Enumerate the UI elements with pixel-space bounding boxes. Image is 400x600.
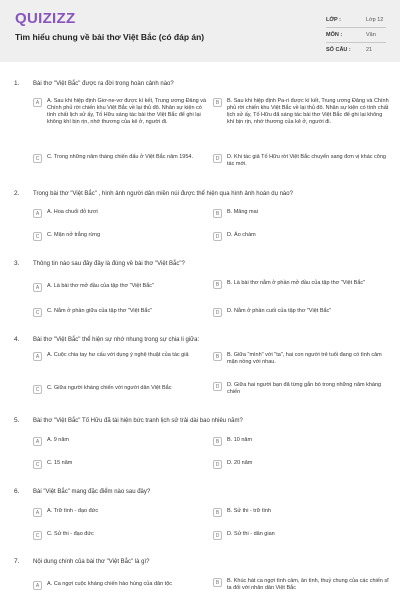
quizizz-logo: QUIZIZZ [15,10,76,27]
question-text: Bài thơ "Việt Bắc" Tố Hữu đã tái hiện bức tranh lịch sử trải dài bao nhiêu năm? [33,418,243,424]
option-text: B. Sử thi - trữ tình [227,508,272,514]
option-a[interactable] [33,283,211,292]
question-number: 2. [14,190,20,197]
option-text: B. 10 năm [227,437,253,443]
option-letter-badge: D [213,382,222,391]
question-text: Trong bài thơ "Việt Bắc" , hình ảnh người dân miền núi được thể hiện qua hình ảnh hoán dụ nào? [33,191,293,197]
meta-count-value: 21 [366,47,373,53]
question-number: 5. [14,417,20,424]
question-text: Bài thơ "Việt Bắc" được ra đời trong hoàn cảnh nào? [33,81,174,87]
option-letter-badge: B [213,578,222,587]
option-letter-badge: A [33,508,42,517]
option-letter-badge: B [213,352,222,361]
option-b[interactable] [213,508,391,517]
question-number: 3. [14,260,20,267]
option-a[interactable] [33,352,211,361]
question-number: 4. [14,336,20,343]
option-d[interactable] [213,308,391,317]
meta-divider [326,42,386,43]
meta-subject-label: MÔN : [326,32,343,38]
option-text: C. Nằm ở phần giữa của tập thơ "Việt Bắc" [47,308,153,314]
option-d[interactable] [213,232,391,241]
option-text: B. Măng mai [227,209,258,215]
option-letter-badge: A [33,209,42,218]
option-letter-badge: C [33,385,42,394]
option-text: C. Mận nở trắng rừng [47,232,101,238]
option-b[interactable] [213,280,391,289]
option-letter-badge: C [33,154,42,163]
option-d[interactable] [213,154,391,168]
option-letter-badge: C [33,232,42,241]
option-text: A. Cuộc chia tay hư cấu với dụng ý nghệ thuật của tác giả [47,352,189,358]
option-text: D. Giữa hai người bạn đã từng gắn bó trong những năm kháng chiến [227,382,382,395]
option-letter-badge: B [213,98,222,107]
option-letter-badge: B [213,437,222,446]
option-text: A. 9 năm [47,437,70,443]
option-b[interactable] [213,98,391,126]
meta-grade-value: Lớp 12 [366,17,384,23]
option-c[interactable] [33,308,211,317]
option-text: A. Trữ tình - đạo đức [47,508,99,514]
option-text: B. Sau khi hiệp định Pa-ri được kí kết, Trung ương Đảng và Chính phủ rời chiến khu Việt Bắc về lại thủ đô. Nhân sự kiện có tính chất lịch sử ấy, Tố Hữu đã sáng tác bài thơ Việt Bắc để ghi lại không khí bịn rịn, nhớ thương của kẻ ở, người đi. [227,98,389,125]
option-letter-badge: B [213,280,222,289]
option-letter-badge: B [213,209,222,218]
option-text: B. Khúc hát ca ngợi tình cảm, ân tình, thuỷ chung của các chiến sĩ ta đối với nhân dân Việt Bắc [227,578,389,591]
meta-grade-label: LỚP : [326,17,341,23]
option-letter-badge: C [33,531,42,540]
question-text: Nội dung chính của bài thơ "Việt Bắc" là gì? [33,559,150,565]
option-c[interactable] [33,385,211,394]
option-letter-badge: C [33,308,42,317]
option-text: D. Áo chàm [227,232,256,238]
worksheet-header [0,0,400,62]
option-text: A. Hoa chuối đỏ tươi [47,209,98,215]
option-text: C. 15 năm [47,460,73,466]
option-d[interactable] [213,382,391,396]
option-a[interactable] [33,98,211,126]
option-letter-badge: C [33,460,42,469]
question-text: Bài "Việt Bắc" mang đặc điểm nào sau đây? [33,489,151,495]
option-a[interactable] [33,508,211,517]
option-text: D. Sử thi - dân gian [227,531,275,537]
question-number: 7. [14,558,20,565]
question-text: Thông tin nào sau đây đây là đúng về bài thơ "Việt Bắc"? [33,261,185,267]
question-number: 6. [14,488,20,495]
option-text: A. Là bài thơ mở đầu của tập thơ "Việt Bắc" [47,283,154,289]
question-text: Bài thơ "Việt Bắc" thể hiện sự nhớ nhung trong sự chia li giữa: [33,337,200,343]
option-b[interactable] [213,437,391,446]
option-letter-badge: D [213,232,222,241]
option-d[interactable] [213,531,391,540]
option-text: B. Là bài thơ nằm ở phần mở đầu của tập thơ "Việt Bắc" [227,280,366,286]
meta-divider [326,27,386,28]
option-a[interactable] [33,581,211,590]
option-text: A. Sau khi hiệp định Giơ-ne-vơ được kí kết, Trung ương Đảng và Chính phủ rời chiến khu Việt Bắc về lại thủ đô. Nhân sự kiện có tính chất lịch sử ấy, Tố Hữu sáng tác bài thơ Việt Bắc để ghi lại không khí bịn rịn, nhớ thương của kẻ ở, người đi. [47,98,207,125]
option-b[interactable] [213,578,391,592]
option-c[interactable] [33,232,211,241]
option-text: C. Giữa người kháng chiến với người dân Việt Bắc [47,385,172,391]
option-letter-badge: B [213,508,222,517]
meta-subject-value: Văn [366,32,376,38]
option-c[interactable] [33,154,211,163]
option-text: B. Giữa "mình" với "ta", hai con người trẻ tuổi đang có tình cảm mặn nồng với nhau. [227,352,382,365]
option-letter-badge: A [33,581,42,590]
option-text: D. 20 năm [227,460,253,466]
option-b[interactable] [213,352,391,366]
option-c[interactable] [33,531,211,540]
option-c[interactable] [33,460,211,469]
option-letter-badge: A [33,352,42,361]
option-a[interactable] [33,437,211,446]
question-number: 1. [14,80,20,87]
option-text: D. Nằm ở phần cuối của tập thơ "Việt Bắc" [227,308,332,314]
option-letter-badge: D [213,308,222,317]
option-text: C. Sử thi - đạo đức [47,531,94,537]
meta-count-label: SỐ CÂU : [326,47,351,53]
option-letter-badge: A [33,98,42,107]
option-d[interactable] [213,460,391,469]
option-b[interactable] [213,209,391,218]
option-letter-badge: D [213,154,222,163]
option-text: A. Ca ngợi cuộc kháng chiến hào hùng của dân tộc [47,581,172,587]
worksheet-title: Tìm hiểu chung về bài thơ Việt Bắc (có đáp án) [15,32,205,42]
option-text: C. Trong những năm tháng chiến đấu ở Việt Bắc năm 1954. [47,154,194,160]
option-letter-badge: D [213,531,222,540]
option-letter-badge: D [213,460,222,469]
option-a[interactable] [33,209,211,218]
option-text: D. Khi tác giả Tố Hữu rời Việt Bắc chuyển sang đơn vị khác công tác mới. [227,154,386,167]
option-letter-badge: A [33,437,42,446]
option-letter-badge: A [33,283,42,292]
